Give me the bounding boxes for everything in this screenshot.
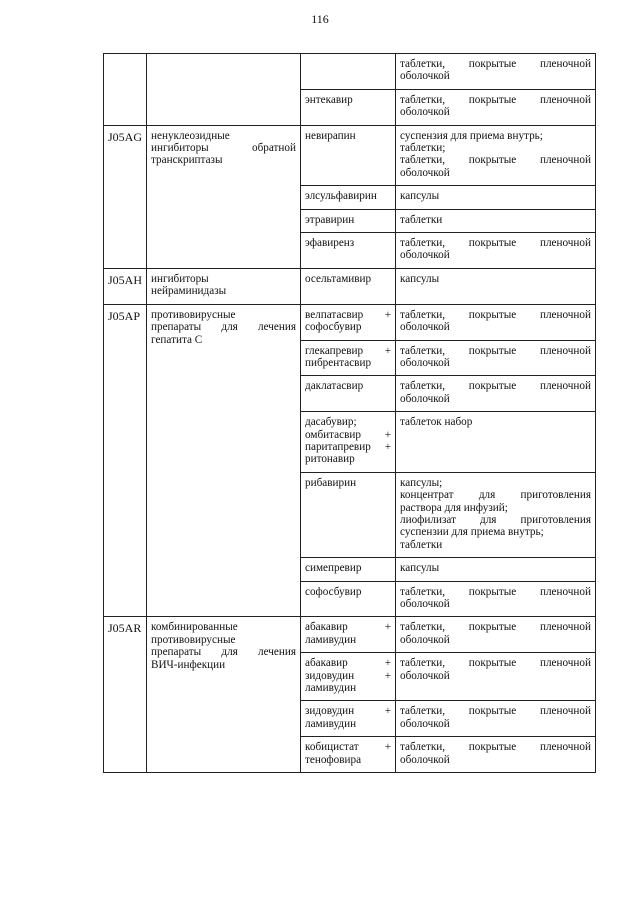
- dosage-form-cell: [396, 268, 596, 304]
- group-line: ингибиторы: [151, 272, 209, 285]
- drug-name-line: [305, 670, 391, 682]
- drug-name: абакавир: [305, 657, 348, 670]
- drug-name: даклатасвир: [305, 380, 364, 393]
- drug-name-cell: [301, 54, 396, 90]
- drug-name-cell: [301, 340, 396, 376]
- dosage-form-line: таблетки: [400, 538, 443, 551]
- drug-name-line: [305, 657, 391, 669]
- drug-name: глекапревир: [305, 344, 364, 357]
- drug-name: этравирин: [305, 213, 355, 226]
- drug-name-cell: [301, 558, 396, 581]
- drug-name: рибавирин: [305, 476, 357, 489]
- dosage-form-cell: [396, 233, 596, 269]
- drug-name: осельтамивир: [305, 272, 372, 285]
- drug-name: софосбувир: [305, 585, 362, 598]
- drug-name: ритонавир: [305, 453, 355, 466]
- drug-name-cell: [301, 737, 396, 773]
- group-line: ненуклеозидные: [151, 129, 230, 142]
- anatomical-group-cell: [147, 54, 301, 126]
- dosage-form-cell: [396, 558, 596, 581]
- drug-name: ламивудин: [305, 717, 357, 730]
- drug-name: тенофовира: [305, 753, 362, 766]
- group-line: противовирусные: [151, 308, 236, 321]
- drug-name: софосбувир: [305, 321, 362, 334]
- group-line: комбинированные: [151, 621, 238, 634]
- dosage-form-line: таблетки, покрытые пленочной: [400, 380, 591, 393]
- plus-sign: +: [384, 621, 391, 634]
- drug-name-cell: [301, 125, 396, 186]
- group-line: транскриптазы: [151, 154, 223, 167]
- group-line: противовирусные: [151, 633, 236, 646]
- table-row: [104, 304, 596, 340]
- plus-sign: +: [384, 741, 391, 754]
- dosage-form-line: оболочкой: [400, 598, 450, 610]
- table-row: [104, 268, 596, 304]
- table-row: [104, 617, 596, 653]
- plus-sign: +: [384, 440, 391, 453]
- dosage-form-cell: [396, 737, 596, 773]
- drug-name: зидовудин: [305, 669, 355, 682]
- dosage-form-line: лиофилизат для приготовления: [400, 513, 591, 526]
- anatomical-group-cell: [147, 268, 301, 304]
- dosage-form-cell: [396, 89, 596, 125]
- dosage-form-line: таблетки, покрытые пленочной: [400, 585, 591, 598]
- dosage-form-line: оболочкой: [400, 249, 450, 262]
- dosage-form-cell: [396, 653, 596, 701]
- dosage-form-cell: [396, 304, 596, 340]
- dosage-form-cell: [396, 54, 596, 90]
- dosage-form-line: таблетки, покрытые пленочной: [400, 705, 591, 718]
- group-line: ингибиторы обратной: [151, 142, 296, 155]
- drug-name-line: [305, 705, 391, 717]
- dosage-form-line: таблетки, покрытые пленочной: [400, 657, 591, 670]
- dosage-form-line: таблетки: [400, 213, 443, 226]
- page-number: 116: [311, 12, 329, 26]
- drug-name-line: [305, 441, 391, 453]
- group-line: препараты для лечения: [151, 321, 296, 334]
- atc-code-cell: J05AG: [104, 125, 147, 268]
- atc-code-cell: J05AR: [104, 617, 147, 773]
- group-line: ВИЧ-инфекции: [151, 658, 226, 671]
- drug-name: эфавиренз: [305, 237, 355, 250]
- drug-name: кобицистат: [305, 741, 359, 754]
- drug-name-line: [305, 345, 391, 357]
- drug-name: элсульфавирин: [305, 190, 377, 203]
- atc-code-cell: [104, 54, 147, 126]
- dosage-form-cell: [396, 125, 596, 186]
- dosage-form-cell: [396, 376, 596, 412]
- drug-name-cell: [301, 186, 396, 209]
- dosage-form-cell: [396, 340, 596, 376]
- drug-name-cell: [301, 653, 396, 701]
- anatomical-group-cell: [147, 617, 301, 773]
- drug-name-cell: [301, 89, 396, 125]
- plus-sign: +: [384, 308, 391, 321]
- dosage-form-line: таблетки, покрытые пленочной: [400, 237, 591, 250]
- plus-sign: +: [384, 669, 391, 682]
- dosage-form-line: оболочкой: [400, 669, 450, 682]
- dosage-form-line: суспензия для приема внутрь;: [400, 129, 543, 142]
- dosage-form-line: таблетки, покрытые пленочной: [400, 308, 591, 321]
- dosage-form-cell: [396, 581, 596, 617]
- dosage-form-line: оболочкой: [400, 70, 450, 83]
- dosage-form-line: концентрат для приготовления: [400, 489, 591, 502]
- plus-sign: +: [384, 428, 391, 441]
- drug-name: велпатасвир: [305, 308, 364, 321]
- dosage-form-line: оболочкой: [400, 633, 450, 646]
- drug-name-cell: [301, 233, 396, 269]
- dosage-form-line: оболочкой: [400, 717, 450, 730]
- dosage-form-line: капсулы;: [400, 476, 443, 489]
- dosage-form-line: таблетки, покрытые пленочной: [400, 621, 591, 634]
- dosage-form-cell: [396, 412, 596, 473]
- drug-name: энтекавир: [305, 93, 353, 106]
- dosage-form-cell: [396, 701, 596, 737]
- dosage-form-line: таблетки, покрытые пленочной: [400, 93, 591, 106]
- atc-code-cell: J05AH: [104, 268, 147, 304]
- drug-name-cell: [301, 617, 396, 653]
- group-line: препараты для лечения: [151, 646, 296, 659]
- plus-sign: +: [384, 344, 391, 357]
- dosage-form-line: капсулы: [400, 562, 440, 575]
- drug-name: абакавир: [305, 621, 348, 634]
- drug-table-body: [104, 54, 596, 773]
- dosage-form-cell: [396, 186, 596, 209]
- drug-name-line: [305, 741, 391, 753]
- drug-name: ламивудин: [305, 633, 357, 646]
- drug-name: невирапин: [305, 129, 356, 142]
- drug-name-cell: [301, 412, 396, 473]
- plus-sign: +: [384, 657, 391, 670]
- drug-table: [103, 53, 596, 773]
- dosage-form-line: оболочкой: [400, 106, 450, 119]
- dosage-form-line: капсулы: [400, 190, 440, 203]
- table-row: [104, 125, 596, 186]
- dosage-form-line: суспензии для приема внутрь;: [400, 526, 544, 539]
- drug-name: пибрентасвир: [305, 356, 372, 369]
- table-row: [104, 54, 596, 90]
- group-line: нейраминидазы: [151, 285, 227, 298]
- group-line: гепатита С: [151, 333, 203, 346]
- dosage-form-line: капсулы: [400, 272, 440, 285]
- drug-name-line: [305, 621, 391, 633]
- dosage-form-line: оболочкой: [400, 753, 450, 766]
- dosage-form-line: таблеток набор: [400, 416, 473, 429]
- anatomical-group-cell: [147, 304, 301, 617]
- dosage-form-line: таблетки, покрытые пленочной: [400, 741, 591, 754]
- drug-name: зидовудин: [305, 705, 355, 718]
- dosage-form-line: оболочкой: [400, 166, 450, 179]
- dosage-form-cell: [396, 209, 596, 232]
- drug-name-cell: [301, 581, 396, 617]
- dosage-form-line: оболочкой: [400, 392, 450, 405]
- drug-name-cell: [301, 701, 396, 737]
- drug-name-cell: [301, 209, 396, 232]
- atc-code-cell: J05AP: [104, 304, 147, 617]
- drug-name: омбитасвир: [305, 428, 361, 441]
- dosage-form-line: таблетки;: [400, 142, 446, 155]
- drug-name-cell: [301, 304, 396, 340]
- drug-name-line: [305, 429, 391, 441]
- dosage-form-line: раствора для инфузий;: [400, 501, 508, 514]
- anatomical-group-cell: [147, 125, 301, 268]
- drug-name-cell: [301, 472, 396, 557]
- drug-name: дасабувир;: [305, 416, 357, 429]
- drug-name-line: [305, 309, 391, 321]
- drug-name: ламивудин: [305, 682, 357, 695]
- dosage-form-cell: [396, 472, 596, 557]
- dosage-form-line: таблетки, покрытые пленочной: [400, 58, 591, 70]
- drug-name-cell: [301, 376, 396, 412]
- plus-sign: +: [384, 705, 391, 718]
- drug-name: паритапревир: [305, 440, 371, 453]
- dosage-form-line: таблетки, покрытые пленочной: [400, 344, 591, 357]
- dosage-form-line: таблетки, покрытые пленочной: [400, 154, 591, 167]
- dosage-form-cell: [396, 617, 596, 653]
- dosage-form-line: оболочкой: [400, 321, 450, 334]
- dosage-form-line: оболочкой: [400, 356, 450, 369]
- drug-name-cell: [301, 268, 396, 304]
- drug-name: симепревир: [305, 562, 362, 575]
